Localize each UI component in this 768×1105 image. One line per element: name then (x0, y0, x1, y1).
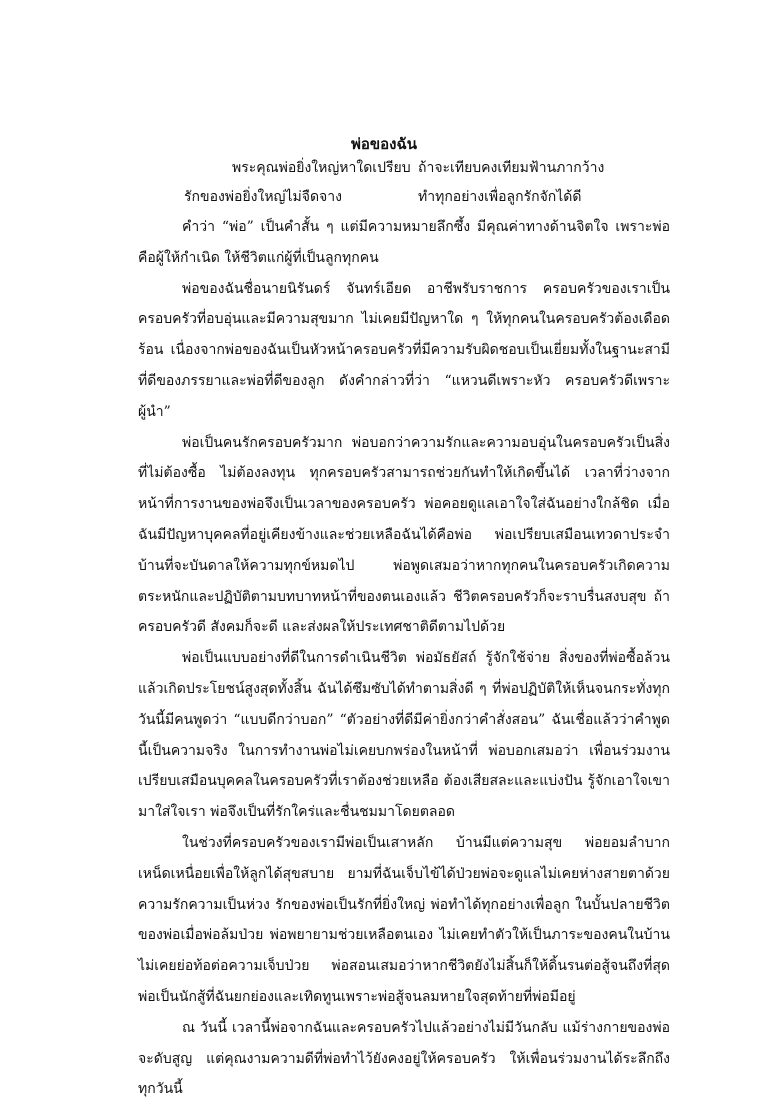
poem-line-1-left: พระคุณพ่อยิ่งใหญ่หาใดเปรียบ (232, 160, 411, 176)
paragraph: ณ วันนี้ เวลานี้พ่อจากฉันและครอบครัวไปแล้วอย่างไม่มีวันกลับ แม้ร่างกายของพ่อจะดับสูญ แต่คุณงามความดีที่พ่อทำไว้ยังคงอยู่ให้ครอบครัว ให้เพื่อนร่วมงานได้ระลึกถึง ทุกวันนี้ (138, 1019, 670, 1098)
paragraph: พ่อเป็นคนรักครอบครัวมาก พ่อบอกว่าความรักและความอบอุ่นในครอบครัวเป็นสิ่งที่ไม่ต้องซื้อ ไม่ต้องลงทุน ทุกครอบครัวสามารถช่วยกันทำให้เกิดขึ้นได้ เวลาที่ว่างจากหน้าที่การงานของพ่อจึงเป็นเวลาของครอบครัว พ่อคอยดูแลเอาใจใส่ฉันอย่างใกล้ชิด เมื่อฉันมีปัญหาบุคคลที่อยู่เคียงข้างและช่วยเหลือฉันได้คือพ่อ พ่อเปรียบเสมือนเทวดาประจำบ้านที่จะบันดาลให้ความทุกข์หมดไป พ่อพูดเสมอว่าหากทุกคนในครอบครัวเกิดความตระหนักและปฏิบัติตามบทบาทหน้าที่ของตนเองแล้ว ชีวิตครอบครัวก็จะราบรื่นสงบสุข ถ้าครอบครัวดี สังคมก็จะดี และส่งผลให้ประเทศชาติดีตามไปด้วย (138, 434, 670, 636)
paragraph: ในช่วงที่ครอบครัวของเรามีพ่อเป็นเสาหลัก บ้านมีแต่ความสุข พ่อยอมลำบากเหน็ดเหนื่อยเพื่อให้ลูกได้สุขสบาย ยามที่ฉันเจ็บไข้ได้ป่วยพ่อจะดูแลไม่เคยห่างสายตาด้วยความรักความเป็นห่วง รักของพ่อเป็นรักที่ยิ่งใหญ่ พ่อทำได้ทุกอย่างเพื่อลูก ในบั้นปลายชีวิตของพ่อเมื่อพ่อล้มป่วย พ่อพยายามช่วยเหลือตนเอง ไม่เคยทำตัวให้เป็นภาระของคนในบ้าน ไม่เคยย่อท้อต่อความเจ็บป่วย พ่อสอนเสมอว่าหากชีวิตยังไม่สิ้นก็ให้ดิ้นรนต่อสู้จนถึงที่สุด พ่อเป็นนักสู้ที่ฉันยกย่องและเทิดทูนเพราะพ่อสู้จนลมหายใจสุดท้ายที่พ่อมีอยู่ (138, 834, 670, 1005)
paragraph: พ่อของฉันชื่อนายนิรันดร์ จันทร์เอียด อาชีพรับราชการ ครอบครัวของเราเป็นครอบครัวที่อบอุ่นและมีความสุขมาก ไม่เคยมีปัญหาใด ๆ ให้ทุกคนในครอบครัวต้องเดือดร้อน เนื่องจากพ่อของฉันเป็นหัวหน้าครอบครัวที่มีความรับผิดชอบเป็นเยี่ยมทั้งในฐานะสามีที่ดีของภรรยาและพ่อที่ดีของลูก ดังคำกล่าวที่ว่า “แหวนดีเพราะหัว ครอบครัวดีเพราะผู้นำ” (138, 280, 670, 420)
poem-line-2-left: รักของพ่อยิ่งใหญ่ไม่จืดจาง (184, 189, 342, 205)
poem-line-2-right: ทำทุกอย่างเพื่อลูกรักจักได้ดี (418, 189, 582, 205)
document-body (138, 212, 670, 1105)
paragraph: พ่อเป็นแบบอย่างที่ดีในการดำเนินชีวิต พ่อมัธยัสถ์ รู้จักใช้จ่าย สิ่งของที่พ่อซื้อล้วนแล้วเกิดประโยชน์สูงสุดทั้งสิ้น ฉันได้ซึมซับได้ทำตามสิ่งดี ๆ ที่พ่อปฏิบัติให้เห็นจนกระทั่งทุกวันนี้มีคนพูดว่า “แบบดีกว่าบอก” “ตัวอย่างที่ดีมีค่ายิ่งกว่าคำสั่งสอน” ฉันเชื่อแล้วว่าคำพูดนี้เป็นความจริง ในการทำงานพ่อไม่เคยบกพร่องในหน้าที่ พ่อบอกเสมอว่า เพื่อนร่วมงานเปรียบเสมือนบุคคลในครอบครัวที่เราต้องช่วยเหลือ ต้องเสียสละและแบ่งปัน รู้จักเอาใจเขามาใส่ใจเรา พ่อจึงเป็นที่รักใคร่และชื่นชมมาโดยตลอด (138, 650, 670, 821)
document-title: พ่อของฉัน (351, 135, 417, 153)
poem-line-1-right: ถ้าจะเทียบคงเทียมฟ้านภากว้าง (418, 160, 605, 176)
paragraph: คำว่า “พ่อ” เป็นคำสั้น ๆ แต่มีความหมายลึกซึ้ง มีคุณค่าทางด้านจิตใจ เพราะพ่อคือผู้ให้กำเนิด ให้ชีวิตแก่ผู้ที่เป็นลูกทุกคน (138, 219, 670, 266)
